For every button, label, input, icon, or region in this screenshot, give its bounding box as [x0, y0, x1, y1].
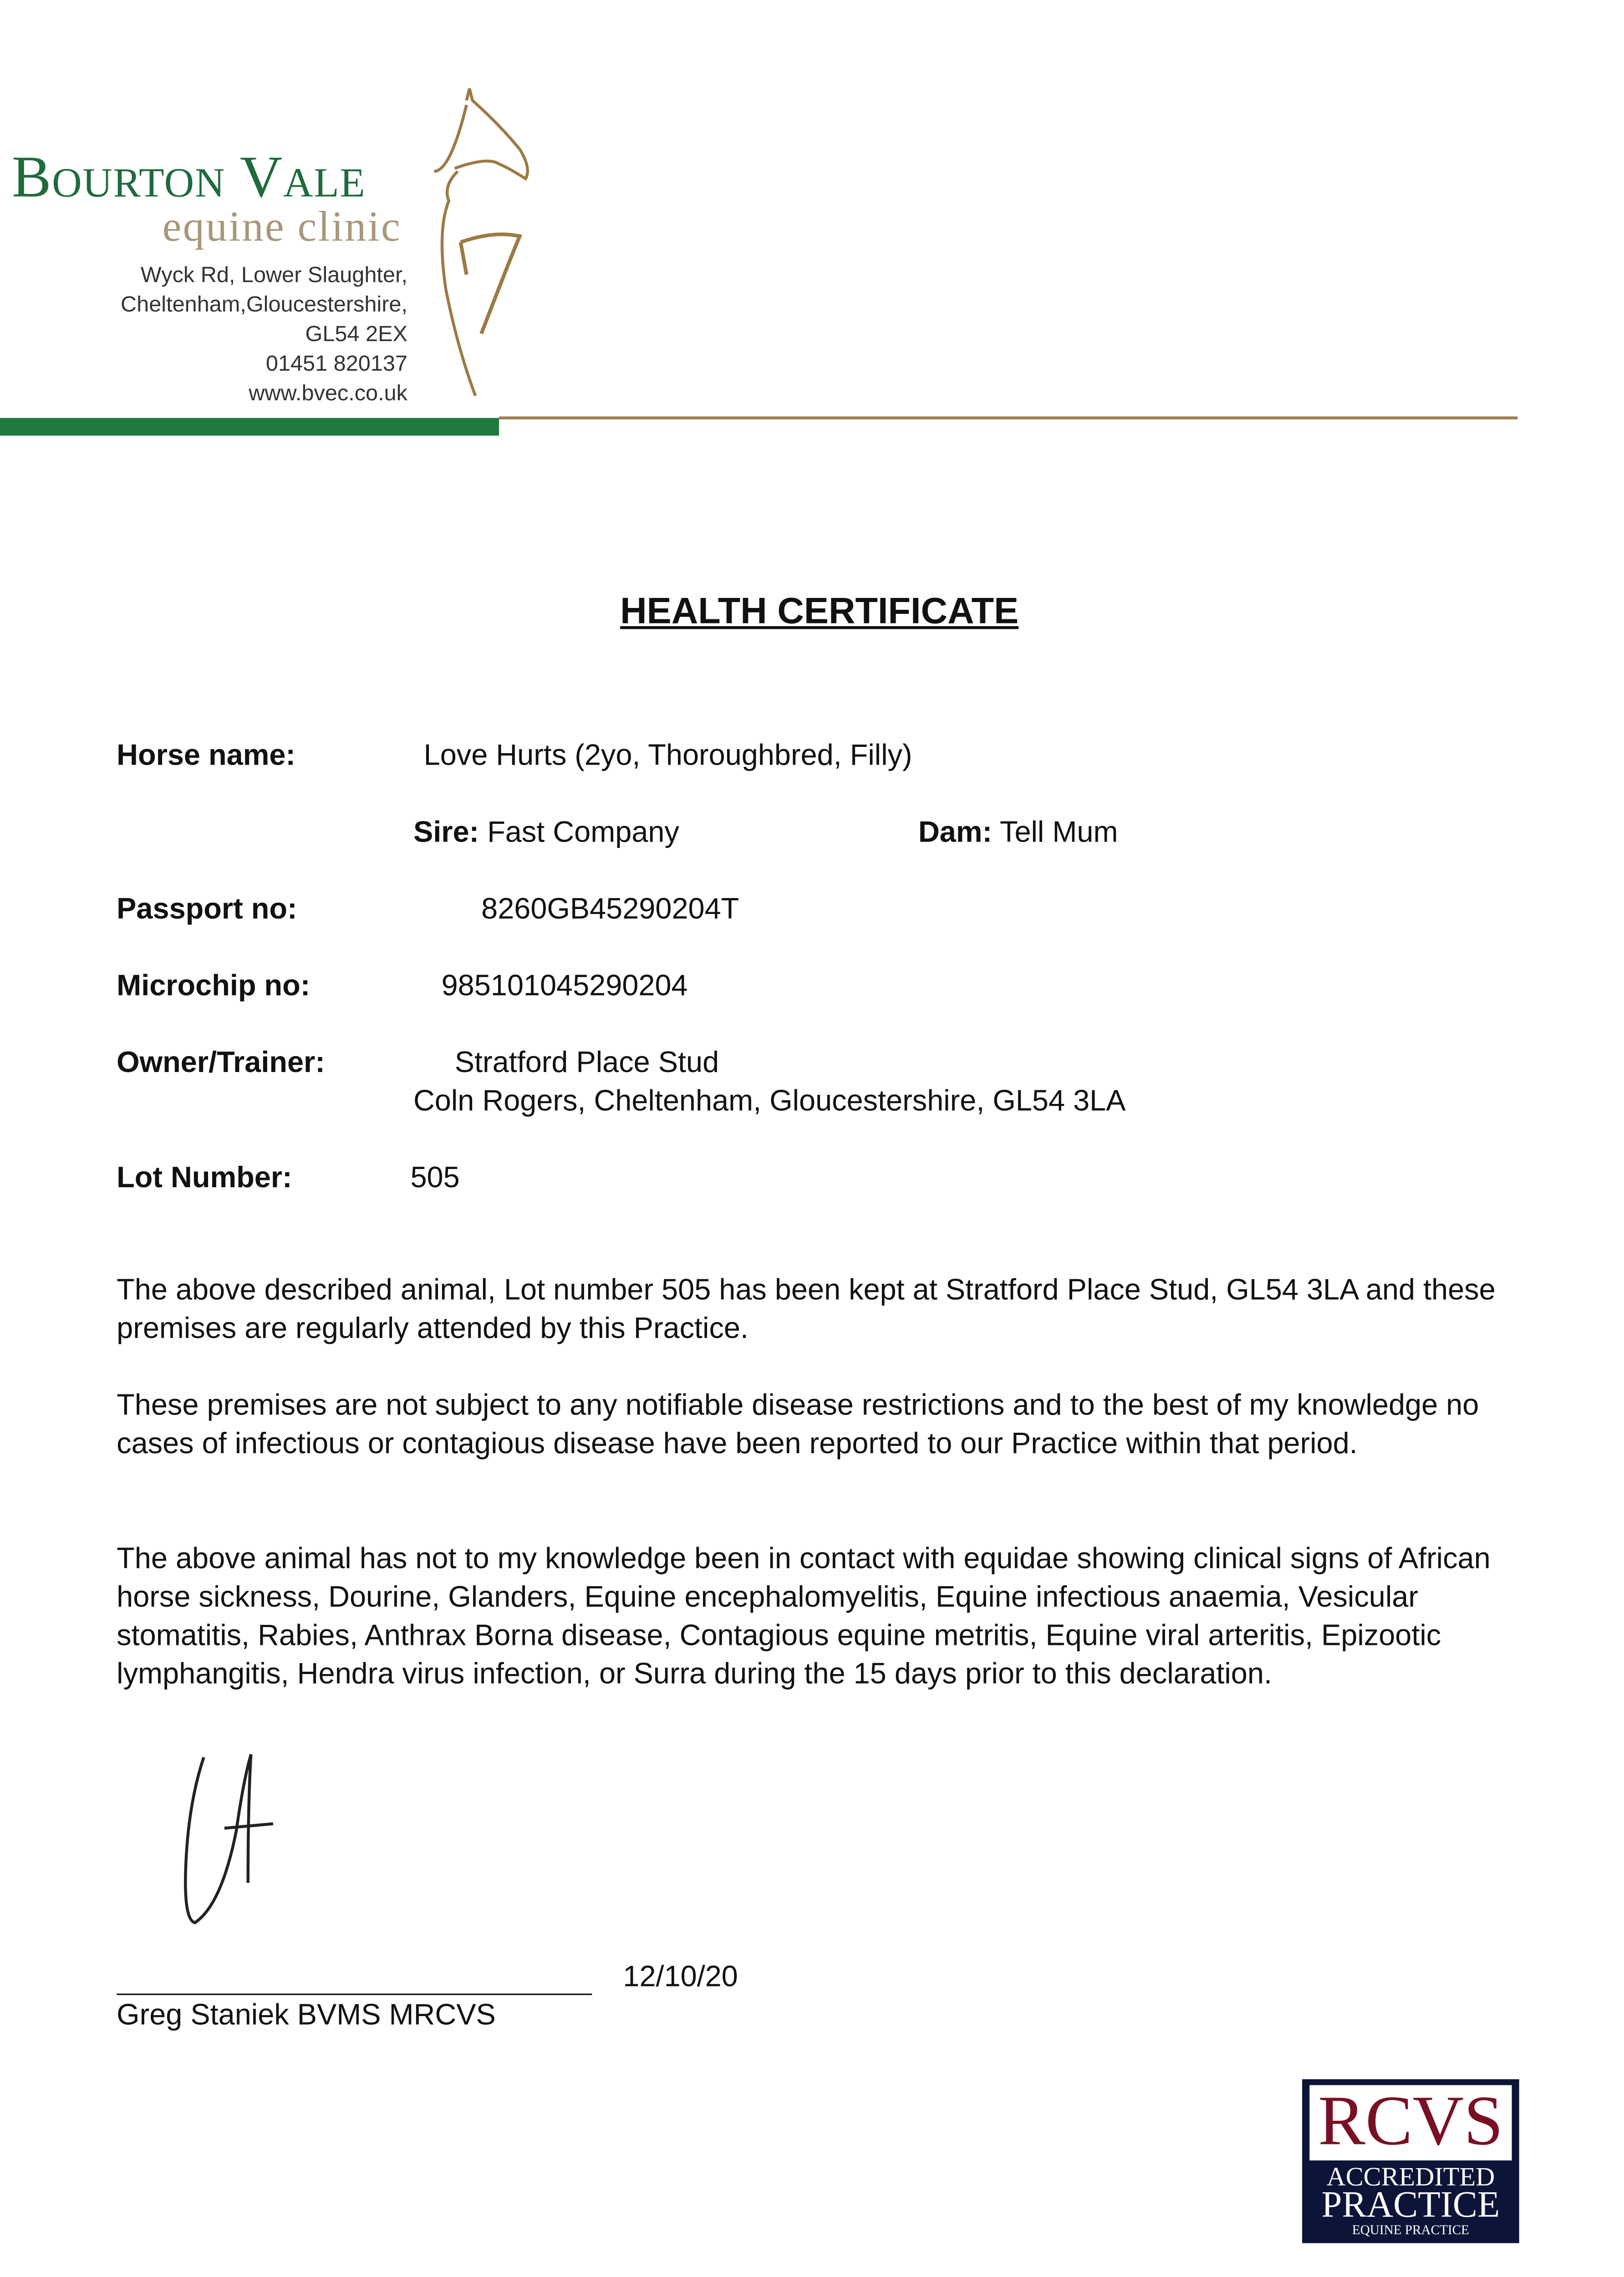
passport-value: 8260GB45290204T: [481, 893, 739, 926]
horse-name-label: Horse name:: [117, 740, 296, 772]
sire: [413, 817, 679, 851]
dam: [918, 817, 1118, 851]
owner-value-name: Stratford Place Stud: [454, 1047, 719, 1080]
badge-equine-practice: EQUINE PRACTICE: [1352, 2222, 1469, 2237]
paragraph-restrictions: These premises are not subject to any notifiable disease restrictions and to the best of my knowledge no cases of infectious or contagious disease have been reported to our Practice within that period.: [117, 1389, 1479, 1461]
signature-image: [163, 1742, 295, 1935]
address-line: Wyck Rd, Lower Slaughter,: [140, 263, 407, 288]
microchip-label: Microchip no:: [117, 970, 311, 1003]
paragraph-premises: The above described animal, Lot number 505 has been kept at Stratford Place Stud, GL54 3LA and these premises are regularly attended by this Practice.: [117, 1274, 1496, 1346]
address-postcode: GL54 2EX: [305, 322, 407, 347]
signature-date: 12/10/20: [623, 1961, 738, 1994]
dam-label: Dam:: [918, 817, 993, 849]
address-line: Cheltenham,Gloucestershire,: [121, 292, 407, 318]
badge-practice: PRACTICE: [1321, 2185, 1500, 2226]
clinic-logo-name: Bourton Vale: [11, 143, 366, 210]
address-phone: 01451 820137: [265, 351, 407, 377]
rcvs-accreditation-badge: [1302, 2079, 1519, 2243]
clinic-logo-subtitle: equine clinic: [162, 204, 402, 251]
owner-label: Owner/Trainer:: [117, 1047, 325, 1080]
owner-value-address: Coln Rogers, Cheltenham, Gloucestershire, GL54 3LA: [413, 1085, 1126, 1118]
lot-number-value: 505: [410, 1162, 460, 1195]
signatory-name: Greg Staniek BVMS MRCVS: [117, 1999, 496, 2032]
sire-value: Fast Company: [487, 817, 679, 849]
paragraph-diseases: The above animal has not to my knowledge been in contact with equidae showing clinical signs of African horse sickness, Dourine, Glanders, Equine encephalomyelitis, Equine infectious anaemia, Vesicular stomatitis, Rabies, Anthrax Borna disease, Contagious equine metritis, Equine viral arteritis, Epizootic lymphangitis, Hendra virus infection, or Surra during the 15 days prior to this declaration.: [117, 1543, 1491, 1691]
badge-rcvs: RCVS: [1309, 2085, 1512, 2160]
sire-label: Sire:: [413, 817, 479, 849]
lot-number-label: Lot Number:: [117, 1162, 292, 1195]
passport-label: Passport no:: [117, 893, 297, 926]
dam-value: Tell Mum: [1000, 817, 1118, 849]
signature-line: [117, 1994, 592, 1995]
horse-logo-icon: [428, 83, 539, 408]
horse-name-value: Love Hurts (2yo, Thoroughbred, Filly): [423, 740, 912, 772]
microchip-value: 985101045290204: [441, 970, 688, 1003]
green-header-bar: [0, 418, 499, 436]
gold-header-rule: [499, 416, 1517, 419]
badge-accredited: ACCREDITED: [1326, 2162, 1495, 2192]
address-website: www.bvec.co.uk: [249, 381, 407, 406]
page-title: HEALTH CERTIFICATE: [620, 591, 1019, 632]
